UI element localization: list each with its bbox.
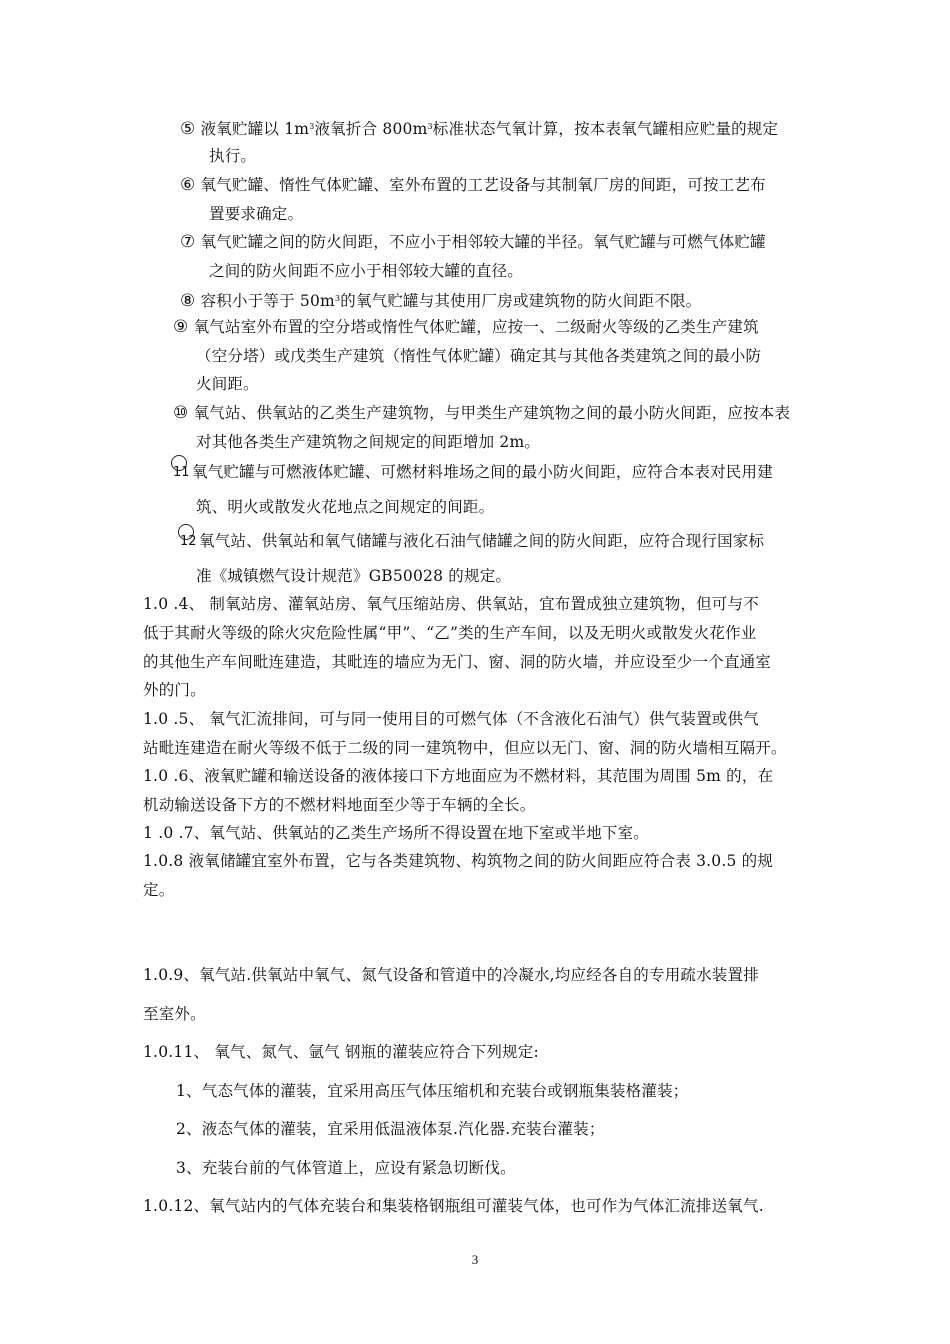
clause-1-0-11-line-1: 1.0.11、 氧气、氮气、氩气 钢瓶的灌装应符合下列规定: [143,1043,539,1061]
clause-1-0-9-line-1: 1.0.9、氧气站.供氧站中氧气、氮气设备和管道中的冷凝水,均应经各自的专用疏水装置排 [143,966,759,984]
note-6-line-2: 置要求确定。 [209,205,304,223]
note-5-text-c: 标准状态气氧计算，按本表氧气罐相应贮量的规定 [432,120,779,138]
note-10-line-1 [173,402,790,424]
note-12-marker: 12 [180,534,197,549]
clause-1-0-4-line-4: 外的门。 [143,681,206,699]
clause-1-0-5-line-2: 站毗连建造在耐火等级不低于二级的同一建筑物中，但应以无门、窗、洞的防火墙相互隔开。 [143,739,787,757]
page-number: 3 [471,1252,479,1267]
clause-1-0-6-line-1: 1.0 .6、液氧贮罐和输送设备的液体接口下方地面应为不燃材料，其范围为周围 5m 的，在 [143,767,774,785]
clause-1-0-11-item-2: 2、液态气体的灌装，宜采用低温液体泵.汽化器.充装台灌装； [176,1120,605,1138]
clause-1-0-4-line-3: 的其他生产车间毗连建造，其毗连的墙应为无门、窗、洞的防火墙，并应设至少一个直通室 [143,653,772,671]
clause-1-0-8-line-2: 定。 [143,881,175,899]
note-8-text-a: 容积小于等于 50m [200,292,335,310]
clause-1-0-8-line-1: 1.0.8 液氧储罐宜室外布置，它与各类建筑物、构筑物之间的防火间距应符合表 3.0.5 的规 [143,852,774,870]
clause-1-0-9-line-2: 至室外。 [143,1005,206,1023]
note-5-text-a: 液氧贮罐以 1m [200,120,310,138]
note-7-marker: ⑦ [180,232,196,252]
note-5-text-b: 液氧折合 800m [314,120,428,138]
clause-1-0-11-item-3: 3、充装台前的气体管道上，应设有紧急切断伐。 [176,1159,516,1177]
note-5-superscript-1: 3 [309,122,315,131]
clause-1-0-7-line-1: 1 .0 .7、氧气站、供氧站的乙类生产场所不得设置在地下室或半地下室。 [143,824,649,842]
note-7-line-1 [180,231,766,253]
note-6-line-1 [180,174,766,196]
note-10-text: 氧气站、供氧站的乙类生产建筑物，与甲类生产建筑物之间的最小防火间距，应按本表 [193,404,791,422]
clause-1-0-4-line-1: 1.0 .4、 制氧站房、灌氧站房、氧气压缩站房、供氧站，宜布置成独立建筑物，但可与不 [143,595,759,613]
note-9-text: 氧气站室外布置的空分塔或惰性气体贮罐，应按一、二级耐火等级的乙类生产建筑 [193,318,759,336]
note-9-marker: ⑨ [173,317,189,337]
note-10-marker: ⑩ [173,403,189,423]
note-9-line-2: （空分塔）或戊类生产建筑（惰性气体贮罐）确定其与其他各类建筑之间的最小防 [196,347,762,365]
note-8-superscript: 3 [334,294,341,303]
note-8-marker: ⑧ [180,291,196,311]
note-6-marker: ⑥ [180,175,196,195]
note-8-line-1 [180,288,701,312]
note-5-superscript-2: 3 [427,122,433,131]
note-6-text: 氧气贮罐、惰性气体贮罐、室外布置的工艺设备与其制氧厂房的间距，可按工艺布 [200,176,766,194]
note-7-text: 氧气贮罐之间的防火间距，不应小于相邻较大罐的半径。氧气贮罐与可燃气体贮罐 [200,233,766,251]
note-11-line-1: 氧气贮罐与可燃液体贮罐、可燃材料堆场之间的最小防火间距，应符合本表对民用建 [192,463,773,481]
note-10-line-2: 对其他各类生产建筑物之间规定的间距增加 2m。 [196,433,541,451]
clause-1-0-5-line-1: 1.0 .5、 氧气汇流排间，可与同一使用目的可燃气体（不含液化石油气）供气装置或供气 [143,710,759,728]
note-8-text-b: 的氧气贮罐与其使用厂房或建筑物的防火间距不限。 [340,292,702,310]
note-7-line-2: 之间的防火间距不应小于相邻较大罐的直径。 [209,262,524,280]
note-5-line-1 [180,116,778,140]
note-12-line-1: 氧气站、供氧站和氧气储罐与液化石油气储罐之间的防火间距，应符合现行国家标 [199,532,765,550]
clause-1-0-11-item-1: 1、气态气体的灌装，宜采用高压气体压缩机和充装台或钢瓶集装格灌装； [176,1082,689,1100]
clause-1-0-6-line-2: 机动输送设备下方的不燃材料地面至少等于车辆的全长。 [143,796,536,814]
clause-1-0-4-line-2: 低于其耐火等级的除火灾危险性属“甲”、“乙”类的生产车间，以及无明火或散发火花作业 [143,624,757,642]
note-9-line-3: 火间距。 [196,375,259,393]
note-5-marker: ⑤ [180,119,196,139]
note-5-line-2: 执行。 [209,147,257,165]
note-12-line-2: 准《城镇燃气设计规范》GB50028 的规定。 [196,567,512,585]
note-11-line-2: 筑、明火或散发火花地点之间规定的间距。 [196,498,495,516]
clause-1-0-12-line-1: 1.0.12、氧气站内的气体充装台和集装格钢瓶组可灌装气体，也可作为气体汇流排送氧气. [143,1197,764,1215]
note-11-marker: 11 [173,465,190,480]
note-9-line-1 [173,316,759,338]
